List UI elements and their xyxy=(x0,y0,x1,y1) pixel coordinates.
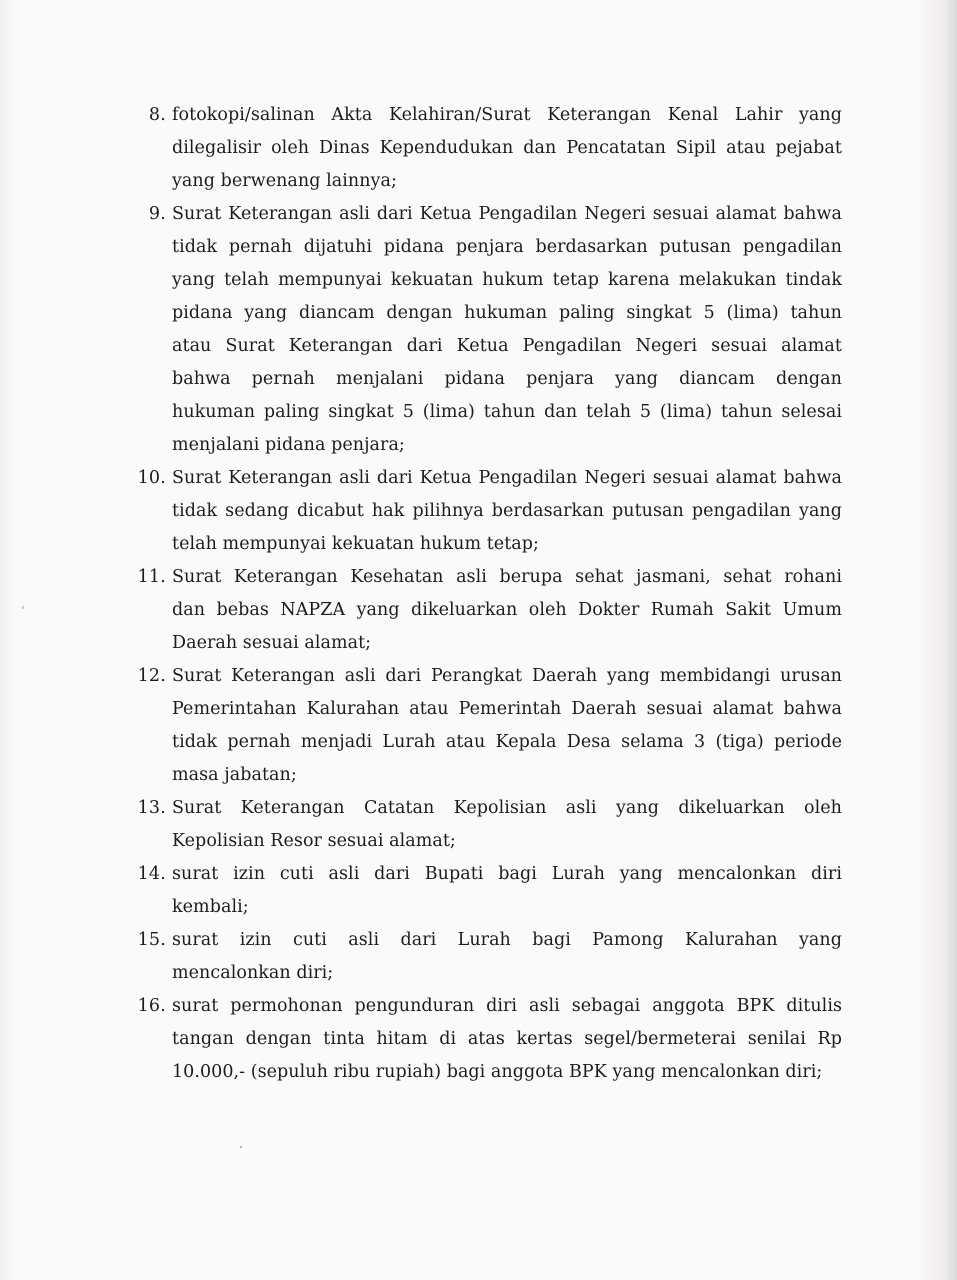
text-line: Surat Keterangan asli dari Ketua Pengadilan Negeri sesuai alamat bahwa xyxy=(172,204,842,224)
scan-speck xyxy=(22,606,24,609)
text-line: atau Surat Keterangan dari Ketua Pengadilan Negeri sesuai alamat xyxy=(172,336,842,356)
text-line: yang telah mempunyai kekuatan hukum tetap karena melakukan tindak xyxy=(172,270,842,290)
text-line: yang berwenang lainnya; xyxy=(172,171,397,191)
text-line: hukuman paling singkat 5 (lima) tahun dan telah 5 (lima) tahun selesai xyxy=(172,402,842,422)
item-text xyxy=(172,858,842,924)
text-line: pidana yang diancam dengan hukuman paling singkat 5 (lima) tahun xyxy=(172,303,842,323)
list-item xyxy=(0,924,957,990)
text-line: Daerah sesuai alamat; xyxy=(172,633,372,653)
text-line: Surat Keterangan asli dari Perangkat Daerah yang membidangi urusan xyxy=(172,666,842,686)
text-line: surat permohonan pengunduran diri asli sebagai anggota BPK ditulis xyxy=(172,996,842,1016)
text-line: masa jabatan; xyxy=(172,765,297,785)
list-item xyxy=(0,561,957,660)
item-text xyxy=(172,660,842,792)
text-line: tidak sedang dicabut hak pilihnya berdasarkan putusan pengadilan yang xyxy=(172,501,842,521)
text-line: 10.000,- (sepuluh ribu rupiah) bagi anggota BPK yang mencalonkan diri; xyxy=(172,1062,823,1082)
text-line: Pemerintahan Kalurahan atau Pemerintah Daerah sesuai alamat bahwa xyxy=(172,699,842,719)
item-number: 9. xyxy=(148,204,166,224)
scan-speck xyxy=(240,1146,242,1148)
list-item xyxy=(0,858,957,924)
text-line: Surat Keterangan asli dari Ketua Pengadilan Negeri sesuai alamat bahwa xyxy=(172,468,842,488)
list-item xyxy=(0,462,957,561)
text-line: surat izin cuti asli dari Lurah bagi Pamong Kalurahan yang xyxy=(172,930,842,950)
item-number: 10. xyxy=(137,468,166,488)
text-line: menjalani pidana penjara; xyxy=(172,435,405,455)
text-line: dilegalisir oleh Dinas Kependudukan dan Pencatatan Sipil atau pejabat xyxy=(172,138,842,158)
item-text xyxy=(172,99,842,198)
text-line: bahwa pernah menjalani pidana penjara yang diancam dengan xyxy=(172,369,842,389)
list-item xyxy=(0,792,957,858)
text-line: mencalonkan diri; xyxy=(172,963,334,983)
item-text xyxy=(172,462,842,561)
list-item xyxy=(0,990,957,1089)
item-text xyxy=(172,198,842,462)
text-line: telah mempunyai kekuatan hukum tetap; xyxy=(172,534,539,554)
text-line: kembali; xyxy=(172,897,249,917)
item-number: 12. xyxy=(137,666,166,686)
text-line: surat izin cuti asli dari Bupati bagi Lurah yang mencalonkan diri xyxy=(172,864,842,884)
item-number: 11. xyxy=(137,567,166,587)
item-number: 8. xyxy=(148,105,166,125)
item-number: 15. xyxy=(137,930,166,950)
item-text xyxy=(172,990,842,1089)
item-number: 13. xyxy=(137,798,166,818)
item-text xyxy=(172,924,842,990)
text-line: Kepolisian Resor sesuai alamat; xyxy=(172,831,456,851)
item-number: 14. xyxy=(137,864,166,884)
text-line: Surat Keterangan Catatan Kepolisian asli yang dikeluarkan oleh xyxy=(172,798,842,818)
text-line: tidak pernah menjadi Lurah atau Kepala Desa selama 3 (tiga) periode xyxy=(172,732,842,752)
list-item xyxy=(0,198,957,462)
item-text xyxy=(172,561,842,660)
item-text xyxy=(172,792,842,858)
text-line: dan bebas NAPZA yang dikeluarkan oleh Dokter Rumah Sakit Umum xyxy=(172,600,842,620)
list-item xyxy=(0,99,957,198)
requirements-list xyxy=(0,99,957,1089)
text-line: Surat Keterangan Kesehatan asli berupa sehat jasmani, sehat rohani xyxy=(172,567,842,587)
text-line: tangan dengan tinta hitam di atas kertas segel/bermeterai senilai Rp xyxy=(172,1029,842,1049)
text-line: tidak pernah dijatuhi pidana penjara berdasarkan putusan pengadilan xyxy=(172,237,842,257)
item-number: 16. xyxy=(137,996,166,1016)
text-line: fotokopi/salinan Akta Kelahiran/Surat Keterangan Kenal Lahir yang xyxy=(172,105,842,125)
list-item xyxy=(0,660,957,792)
